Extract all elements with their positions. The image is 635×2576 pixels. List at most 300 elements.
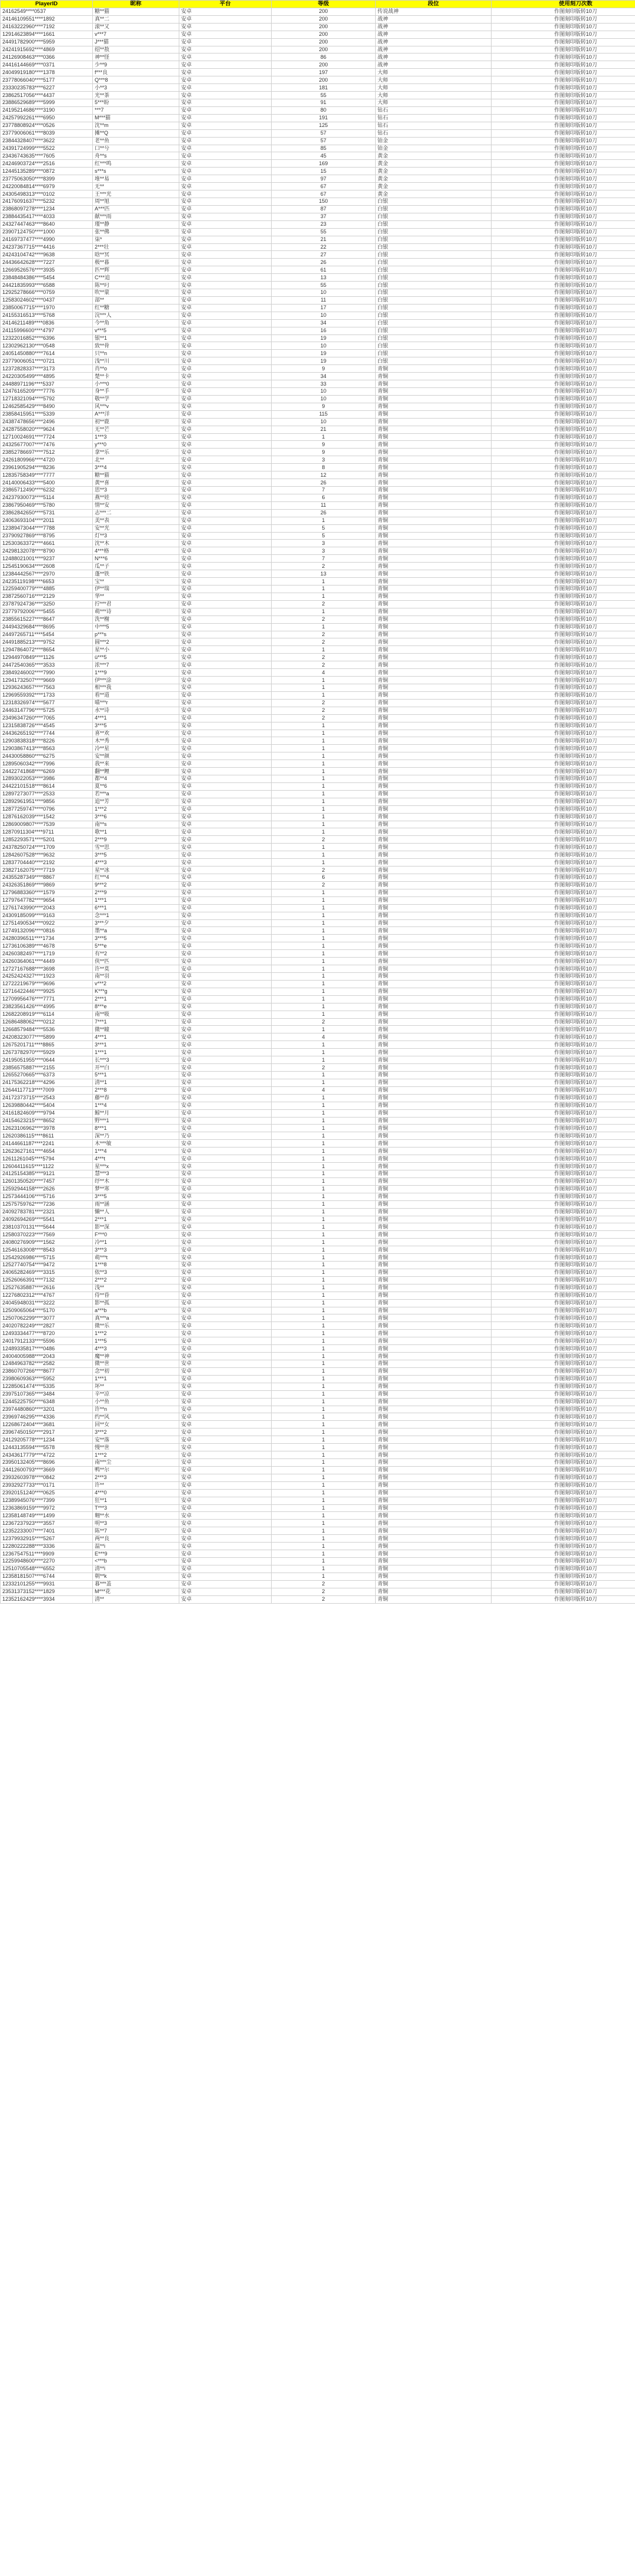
rank-cell[interactable]: 青铜	[376, 935, 492, 942]
rank-cell[interactable]: 青铜	[376, 1444, 492, 1451]
level-cell[interactable]: 1	[272, 813, 376, 821]
player-id-cell[interactable]: 23496347260****7065	[1, 714, 93, 722]
nickname-cell[interactable]: 冷**1	[93, 1239, 179, 1246]
level-cell[interactable]: 1	[272, 927, 376, 935]
player-id-cell[interactable]: 12372828337****3173	[1, 365, 93, 373]
nickname-cell[interactable]: 圆***2	[93, 638, 179, 646]
platform-cell[interactable]: 安卓	[179, 395, 272, 403]
rank-cell[interactable]: 青铜	[376, 1550, 492, 1558]
nickname-cell[interactable]: 南**s	[93, 821, 179, 828]
platform-cell[interactable]: 安卓	[179, 995, 272, 1003]
player-id-cell[interactable]: 23884435417****4033	[1, 213, 93, 220]
usage-cell[interactable]: 作图刻印版转10刀	[492, 684, 635, 691]
level-cell[interactable]: 9	[272, 441, 376, 449]
player-id-cell[interactable]: 23779792006****5455	[1, 608, 93, 615]
nickname-cell[interactable]: T***3	[93, 1504, 179, 1512]
player-id-cell[interactable]: 23932927733****0171	[1, 1481, 93, 1489]
platform-cell[interactable]: 安卓	[179, 1489, 272, 1497]
platform-cell[interactable]: 安卓	[179, 1185, 272, 1193]
level-cell[interactable]: 1	[272, 1367, 376, 1375]
rank-cell[interactable]: 青铜	[376, 1535, 492, 1543]
rank-cell[interactable]: 白银	[376, 274, 492, 282]
nickname-cell[interactable]: 坏**	[93, 1383, 179, 1390]
rank-cell[interactable]: 青铜	[376, 1367, 492, 1375]
nickname-cell[interactable]: 华**	[93, 593, 179, 600]
nickname-cell[interactable]: 翻**鲤	[93, 768, 179, 775]
player-id-cell[interactable]: 12527635887****2616	[1, 1284, 93, 1292]
player-id-cell[interactable]: 12869009807****7539	[1, 821, 93, 828]
usage-cell[interactable]: 作图刻印版转10刀	[492, 1535, 635, 1543]
nickname-cell[interactable]: 神**怪	[93, 53, 179, 61]
player-id-cell[interactable]: 24252424327****1923	[1, 973, 93, 981]
platform-cell[interactable]: 安卓	[179, 1512, 272, 1520]
level-cell[interactable]: 16	[272, 327, 376, 334]
platform-cell[interactable]: 安卓	[179, 669, 272, 677]
usage-cell[interactable]: 作图刻印版转10刀	[492, 524, 635, 532]
rank-cell[interactable]: 青铜	[376, 1299, 492, 1307]
rank-cell[interactable]: 青铜	[376, 988, 492, 995]
platform-cell[interactable]: 安卓	[179, 684, 272, 691]
nickname-cell[interactable]: 2***2	[93, 1276, 179, 1284]
platform-cell[interactable]: 安卓	[179, 1436, 272, 1444]
nickname-cell[interactable]: 野***1	[93, 1117, 179, 1125]
usage-cell[interactable]: 作图刻印版转10刀	[492, 1185, 635, 1193]
rank-cell[interactable]: 青铜	[376, 1314, 492, 1322]
usage-cell[interactable]: 作图刻印版转10刀	[492, 1444, 635, 1451]
rank-cell[interactable]: 青铜	[376, 373, 492, 380]
player-id-cell[interactable]: 12623627161****4654	[1, 1148, 93, 1155]
level-cell[interactable]: 1	[272, 691, 376, 699]
usage-cell[interactable]: 作图刻印版转10刀	[492, 1284, 635, 1292]
nickname-cell[interactable]: ***7	[93, 106, 179, 114]
platform-cell[interactable]: 安卓	[179, 1595, 272, 1603]
player-id-cell[interactable]: 12668579484****5536	[1, 1026, 93, 1033]
level-cell[interactable]: 1	[272, 1117, 376, 1125]
platform-cell[interactable]: 安卓	[179, 1041, 272, 1049]
player-id-cell[interactable]: 12575759762****7236	[1, 1200, 93, 1208]
platform-cell[interactable]: 安卓	[179, 578, 272, 586]
player-id-cell[interactable]: 24241915692****4869	[1, 46, 93, 53]
platform-cell[interactable]: 安卓	[179, 714, 272, 722]
usage-cell[interactable]: 作图刻印版转10刀	[492, 859, 635, 867]
platform-cell[interactable]: 安卓	[179, 1239, 272, 1246]
player-id-cell[interactable]: 23330235783****6227	[1, 84, 93, 92]
platform-cell[interactable]: 安卓	[179, 1163, 272, 1170]
platform-cell[interactable]: 安卓	[179, 1254, 272, 1262]
rank-cell[interactable]: 黄金	[376, 168, 492, 175]
nickname-cell[interactable]: 萌***诗	[93, 608, 179, 615]
player-id-cell[interactable]: 12639880442****5404	[1, 1102, 93, 1109]
rank-cell[interactable]: 战神	[376, 23, 492, 31]
rank-cell[interactable]: 青铜	[376, 1481, 492, 1489]
platform-cell[interactable]: 安卓	[179, 615, 272, 623]
platform-cell[interactable]: 安卓	[179, 760, 272, 768]
level-cell[interactable]: 6	[272, 494, 376, 501]
rank-cell[interactable]: 青铜	[376, 1360, 492, 1368]
nickname-cell[interactable]: 南**羽	[93, 973, 179, 981]
player-id-cell[interactable]: 24387478656****2496	[1, 418, 93, 426]
platform-cell[interactable]: 安卓	[179, 1231, 272, 1239]
usage-cell[interactable]: 作图刻印版转10刀	[492, 243, 635, 251]
rank-cell[interactable]: 白银	[376, 282, 492, 289]
usage-cell[interactable]: 作图刻印版转10刀	[492, 106, 635, 114]
player-id-cell[interactable]: 23865712490****6232	[1, 487, 93, 494]
platform-cell[interactable]: 安卓	[179, 129, 272, 137]
player-id-cell[interactable]: 24208323077****5899	[1, 1033, 93, 1041]
player-id-cell[interactable]: 23436743635****7605	[1, 152, 93, 160]
level-cell[interactable]: 1	[272, 1155, 376, 1163]
usage-cell[interactable]: 作图刻印版转10刀	[492, 844, 635, 851]
level-cell[interactable]: 1	[272, 844, 376, 851]
rank-cell[interactable]: 青铜	[376, 1231, 492, 1239]
usage-cell[interactable]: 作图刻印版转10刀	[492, 38, 635, 46]
usage-cell[interactable]: 作图刻印版转10刀	[492, 129, 635, 137]
platform-cell[interactable]: 安卓	[179, 973, 272, 981]
rank-cell[interactable]: 大师	[376, 84, 492, 92]
usage-cell[interactable]: 作图刻印版转10刀	[492, 1406, 635, 1413]
rank-cell[interactable]: 青铜	[376, 958, 492, 965]
rank-cell[interactable]: 青铜	[376, 654, 492, 661]
level-cell[interactable]: 1	[272, 1314, 376, 1322]
player-id-cell[interactable]: 23856575887****2155	[1, 1064, 93, 1072]
nickname-cell[interactable]: 6***1	[93, 904, 179, 912]
nickname-cell[interactable]: 摊**Q	[93, 129, 179, 137]
nickname-cell[interactable]: 2***8	[93, 1086, 179, 1094]
nickname-cell[interactable]: 都**4	[93, 775, 179, 783]
platform-cell[interactable]: 安卓	[179, 198, 272, 205]
player-id-cell[interactable]: 24327447463****8640	[1, 220, 93, 228]
rank-cell[interactable]: 青铜	[376, 1406, 492, 1413]
level-cell[interactable]: 1	[272, 896, 376, 904]
level-cell[interactable]: 22	[272, 243, 376, 251]
usage-cell[interactable]: 作图刻印版转10刀	[492, 1056, 635, 1064]
platform-cell[interactable]: 安卓	[179, 707, 272, 714]
player-id-cell[interactable]: 12673782970****5929	[1, 1049, 93, 1056]
level-cell[interactable]: 115	[272, 410, 376, 418]
player-id-cell[interactable]: 12751490534****0922	[1, 919, 93, 927]
rank-cell[interactable]: 黄金	[376, 152, 492, 160]
nickname-cell[interactable]: 慢**世	[93, 1444, 179, 1451]
nickname-cell[interactable]: 许**n	[93, 1406, 179, 1413]
platform-cell[interactable]: 安卓	[179, 1117, 272, 1125]
level-cell[interactable]: 33	[272, 380, 376, 388]
level-cell[interactable]: 1	[272, 1177, 376, 1185]
player-id-cell[interactable]: 12542926986****5715	[1, 1254, 93, 1262]
nickname-cell[interactable]: 影**孤	[93, 1299, 179, 1307]
rank-cell[interactable]: 青铜	[376, 965, 492, 973]
player-id-cell[interactable]: 12268672404****3681	[1, 1421, 93, 1428]
nickname-cell[interactable]: 初**鹿	[93, 418, 179, 426]
nickname-cell[interactable]: K***g	[93, 988, 179, 995]
platform-cell[interactable]: 安卓	[179, 205, 272, 213]
nickname-cell[interactable]: 黄**喜	[93, 479, 179, 487]
rank-cell[interactable]: 青铜	[376, 1284, 492, 1292]
player-id-cell[interactable]: 12877259747****0796	[1, 805, 93, 813]
nickname-cell[interactable]: 拿**乐	[93, 449, 179, 456]
level-cell[interactable]: 1	[272, 1330, 376, 1337]
platform-cell[interactable]: 安卓	[179, 1314, 272, 1322]
level-cell[interactable]: 5	[272, 524, 376, 532]
level-cell[interactable]: 1	[272, 593, 376, 600]
usage-cell[interactable]: 作图刻印版转10刀	[492, 600, 635, 608]
usage-cell[interactable]: 作图刻印版转10刀	[492, 1595, 635, 1603]
nickname-cell[interactable]: 暮***盖	[93, 1580, 179, 1588]
nickname-cell[interactable]: J***猫	[93, 38, 179, 46]
player-id-cell[interactable]: 12530363372****4661	[1, 540, 93, 547]
usage-cell[interactable]: 作图刻印版转10刀	[492, 722, 635, 730]
rank-cell[interactable]: 白银	[376, 334, 492, 342]
nickname-cell[interactable]: 极**暮	[93, 259, 179, 266]
level-cell[interactable]: 1	[272, 1444, 376, 1451]
player-id-cell[interactable]: 12761743990****2043	[1, 904, 93, 912]
nickname-cell[interactable]: 银**1	[93, 334, 179, 342]
rank-cell[interactable]: 青铜	[376, 403, 492, 410]
usage-cell[interactable]: 作图刻印版转10刀	[492, 881, 635, 889]
level-cell[interactable]: 1	[272, 1390, 376, 1398]
rank-cell[interactable]: 青铜	[376, 1185, 492, 1193]
platform-cell[interactable]: 安卓	[179, 243, 272, 251]
nickname-cell[interactable]: a***b	[93, 1307, 179, 1314]
usage-cell[interactable]: 作图刻印版转10刀	[492, 570, 635, 578]
platform-cell[interactable]: 安卓	[179, 570, 272, 578]
usage-cell[interactable]: 作图刻印版转10刀	[492, 677, 635, 684]
platform-cell[interactable]: 安卓	[179, 912, 272, 919]
rank-cell[interactable]: 青铜	[376, 874, 492, 882]
rank-cell[interactable]: 青铜	[376, 570, 492, 578]
level-cell[interactable]: 1	[272, 889, 376, 896]
platform-cell[interactable]: 安卓	[179, 304, 272, 312]
platform-cell[interactable]: 安卓	[179, 1284, 272, 1292]
player-id-cell[interactable]: 12903838318****8226	[1, 737, 93, 745]
rank-cell[interactable]: 大师	[376, 92, 492, 99]
platform-cell[interactable]: 安卓	[179, 1383, 272, 1390]
nickname-cell[interactable]: 微**乐	[93, 1322, 179, 1330]
platform-cell[interactable]: 安卓	[179, 1345, 272, 1353]
rank-cell[interactable]: 白银	[376, 251, 492, 259]
level-cell[interactable]: 200	[272, 31, 376, 38]
usage-cell[interactable]: 作图刻印版转10刀	[492, 282, 635, 289]
platform-cell[interactable]: 安卓	[179, 980, 272, 988]
level-cell[interactable]: 67	[272, 190, 376, 198]
rank-cell[interactable]: 青铜	[376, 1322, 492, 1330]
rank-cell[interactable]: 白银	[376, 236, 492, 243]
usage-cell[interactable]: 作图刻印版转10刀	[492, 1102, 635, 1109]
platform-cell[interactable]: 安卓	[179, 487, 272, 494]
level-cell[interactable]: 2	[272, 563, 376, 570]
rank-cell[interactable]: 白银	[376, 259, 492, 266]
nickname-cell[interactable]: 王***光	[93, 190, 179, 198]
rank-cell[interactable]: 黄金	[376, 190, 492, 198]
level-cell[interactable]: 1	[272, 1276, 376, 1284]
rank-cell[interactable]: 青铜	[376, 1254, 492, 1262]
rank-cell[interactable]: 青铜	[376, 1049, 492, 1056]
usage-cell[interactable]: 作图刻印版转10刀	[492, 1390, 635, 1398]
rank-cell[interactable]: 青铜	[376, 1383, 492, 1390]
player-id-cell[interactable]: 24412600793****3669	[1, 1466, 93, 1474]
level-cell[interactable]: 1	[272, 517, 376, 524]
nickname-cell[interactable]: 2***1	[93, 1216, 179, 1223]
level-cell[interactable]: 1	[272, 1216, 376, 1223]
usage-cell[interactable]: 作图刻印版转10刀	[492, 1140, 635, 1148]
nickname-cell[interactable]: 中***5	[93, 623, 179, 631]
level-cell[interactable]: 1	[272, 1049, 376, 1056]
nickname-cell[interactable]: F***0	[93, 1231, 179, 1239]
rank-cell[interactable]: 青铜	[376, 1041, 492, 1049]
rank-cell[interactable]: 青铜	[376, 593, 492, 600]
level-cell[interactable]: 1	[272, 950, 376, 958]
nickname-cell[interactable]: 沈**木	[93, 540, 179, 547]
platform-cell[interactable]: 安卓	[179, 99, 272, 106]
level-cell[interactable]: 1	[272, 973, 376, 981]
level-cell[interactable]: 1	[272, 821, 376, 828]
rank-cell[interactable]: 青铜	[376, 1497, 492, 1504]
platform-cell[interactable]: 安卓	[179, 988, 272, 995]
usage-cell[interactable]: 作图刻印版转10刀	[492, 1018, 635, 1026]
rank-cell[interactable]: 白银	[376, 243, 492, 251]
usage-cell[interactable]: 作图刻印版转10刀	[492, 487, 635, 494]
level-cell[interactable]: 1	[272, 1200, 376, 1208]
player-id-cell[interactable]: 12462585429****8490	[1, 403, 93, 410]
level-cell[interactable]: 1	[272, 1383, 376, 1390]
usage-cell[interactable]: 作图刻印版转10刀	[492, 61, 635, 69]
platform-cell[interactable]: 安卓	[179, 1140, 272, 1148]
usage-cell[interactable]: 作图刻印版转10刀	[492, 563, 635, 570]
platform-cell[interactable]: 安卓	[179, 1413, 272, 1421]
usage-cell[interactable]: 作图刻印版转10刀	[492, 828, 635, 836]
rank-cell[interactable]: 青铜	[376, 699, 492, 707]
nickname-cell[interactable]: E***9	[93, 1550, 179, 1558]
level-cell[interactable]: 1	[272, 1466, 376, 1474]
nickname-cell[interactable]: 许**莫	[93, 965, 179, 973]
usage-cell[interactable]: 作图刻印版转10刀	[492, 1117, 635, 1125]
player-id-cell[interactable]: 12276802312****4767	[1, 1292, 93, 1299]
level-cell[interactable]: 1	[272, 623, 376, 631]
usage-cell[interactable]: 作图刻印版转10刀	[492, 798, 635, 805]
platform-cell[interactable]: 安卓	[179, 31, 272, 38]
level-cell[interactable]: 15	[272, 168, 376, 175]
player-id-cell[interactable]: 12352162429****3934	[1, 1595, 93, 1603]
nickname-cell[interactable]: 3***夕	[93, 919, 179, 927]
level-cell[interactable]: 200	[272, 38, 376, 46]
rank-cell[interactable]: 青铜	[376, 464, 492, 471]
player-id-cell[interactable]: 24472540365****3533	[1, 661, 93, 669]
level-cell[interactable]: 1	[272, 1413, 376, 1421]
rank-cell[interactable]: 青铜	[376, 859, 492, 867]
level-cell[interactable]: 34	[272, 319, 376, 327]
nickname-cell[interactable]: 5***1	[93, 1071, 179, 1079]
platform-cell[interactable]: 安卓	[179, 38, 272, 46]
player-id-cell[interactable]: 24416144669****0371	[1, 61, 93, 69]
player-id-cell[interactable]: 23868097278****1234	[1, 205, 93, 213]
level-cell[interactable]: 169	[272, 160, 376, 168]
nickname-cell[interactable]: 情**安	[93, 501, 179, 509]
rank-cell[interactable]: 青铜	[376, 1079, 492, 1086]
rank-cell[interactable]: 青铜	[376, 1428, 492, 1436]
rank-cell[interactable]: 青铜	[376, 1148, 492, 1155]
nickname-cell[interactable]: M***花	[93, 1588, 179, 1595]
level-cell[interactable]: 1	[272, 1140, 376, 1148]
player-id-cell[interactable]: 23967450150****2917	[1, 1428, 93, 1436]
nickname-cell[interactable]: 萌***t	[93, 1254, 179, 1262]
platform-cell[interactable]: 安卓	[179, 1079, 272, 1086]
usage-cell[interactable]: 作图刻印版转10刀	[492, 935, 635, 942]
level-cell[interactable]: 5	[272, 532, 376, 540]
platform-cell[interactable]: 安卓	[179, 1208, 272, 1216]
platform-cell[interactable]: 安卓	[179, 1292, 272, 1299]
nickname-cell[interactable]: 1***1	[93, 896, 179, 904]
rank-cell[interactable]: 白银	[376, 319, 492, 327]
rank-cell[interactable]: 青铜	[376, 600, 492, 608]
usage-cell[interactable]: 作图刻印版转10刀	[492, 426, 635, 433]
usage-cell[interactable]: 作图刻印版转10刀	[492, 1398, 635, 1406]
player-id-cell[interactable]: 12876162039****1542	[1, 813, 93, 821]
platform-cell[interactable]: 安卓	[179, 92, 272, 99]
nickname-cell[interactable]: 光**茶	[93, 92, 179, 99]
player-id-cell[interactable]: 12509065064****5170	[1, 1307, 93, 1314]
level-cell[interactable]: 1	[272, 1223, 376, 1231]
player-id-cell[interactable]: 23778808924****0526	[1, 122, 93, 129]
rank-cell[interactable]: 青铜	[376, 1239, 492, 1246]
platform-cell[interactable]: 安卓	[179, 1375, 272, 1383]
nickname-cell[interactable]: 2***1	[93, 995, 179, 1003]
platform-cell[interactable]: 安卓	[179, 464, 272, 471]
level-cell[interactable]: 1	[272, 1520, 376, 1527]
platform-cell[interactable]: 安卓	[179, 1071, 272, 1079]
nickname-cell[interactable]: 3***5	[93, 722, 179, 730]
nickname-cell[interactable]: 真***a	[93, 1314, 179, 1322]
rank-cell[interactable]: 青铜	[376, 1140, 492, 1148]
platform-cell[interactable]: 安卓	[179, 547, 272, 555]
player-id-cell[interactable]: 23823561426****4995	[1, 1003, 93, 1011]
player-id-cell[interactable]: 24343617779****4722	[1, 1451, 93, 1459]
player-id-cell[interactable]: 12870911304****9711	[1, 828, 93, 836]
nickname-cell[interactable]: 身**手	[93, 388, 179, 396]
player-id-cell[interactable]: 12835758349****7777	[1, 471, 93, 479]
platform-cell[interactable]: 安卓	[179, 593, 272, 600]
platform-cell[interactable]: 安卓	[179, 1132, 272, 1140]
player-id-cell[interactable]: 24430058860****6275	[1, 752, 93, 760]
rank-cell[interactable]: 战神	[376, 38, 492, 46]
header-usage[interactable]: 使用刻刀次数	[492, 1, 635, 8]
platform-cell[interactable]: 安卓	[179, 927, 272, 935]
level-cell[interactable]: 10	[272, 388, 376, 396]
nickname-cell[interactable]: 献***雨	[93, 213, 179, 220]
rank-cell[interactable]: 青铜	[376, 1557, 492, 1565]
usage-cell[interactable]: 作图刻印版转10刀	[492, 1436, 635, 1444]
nickname-cell[interactable]: 小**鱼	[93, 1398, 179, 1406]
nickname-cell[interactable]: 少**9	[93, 61, 179, 69]
rank-cell[interactable]: 青铜	[376, 494, 492, 501]
platform-cell[interactable]: 安卓	[179, 145, 272, 152]
platform-cell[interactable]: 安卓	[179, 251, 272, 259]
nickname-cell[interactable]: 深**乃	[93, 1132, 179, 1140]
level-cell[interactable]: 1	[272, 1512, 376, 1520]
usage-cell[interactable]: 作图刻印版转10刀	[492, 1413, 635, 1421]
nickname-cell[interactable]: 歌**1	[93, 828, 179, 836]
platform-cell[interactable]: 安卓	[179, 1018, 272, 1026]
platform-cell[interactable]: 安卓	[179, 1444, 272, 1451]
nickname-cell[interactable]: C***追	[93, 274, 179, 282]
platform-cell[interactable]: 安卓	[179, 296, 272, 304]
level-cell[interactable]: 1	[272, 1269, 376, 1276]
usage-cell[interactable]: 作图刻印版转10刀	[492, 304, 635, 312]
nickname-cell[interactable]: v***5	[93, 327, 179, 334]
usage-cell[interactable]: 作图刻印版转10刀	[492, 1428, 635, 1436]
rank-cell[interactable]: 钻石	[376, 129, 492, 137]
level-cell[interactable]: 55	[272, 92, 376, 99]
level-cell[interactable]: 27	[272, 251, 376, 259]
player-id-cell[interactable]: 24140006433****5400	[1, 479, 93, 487]
